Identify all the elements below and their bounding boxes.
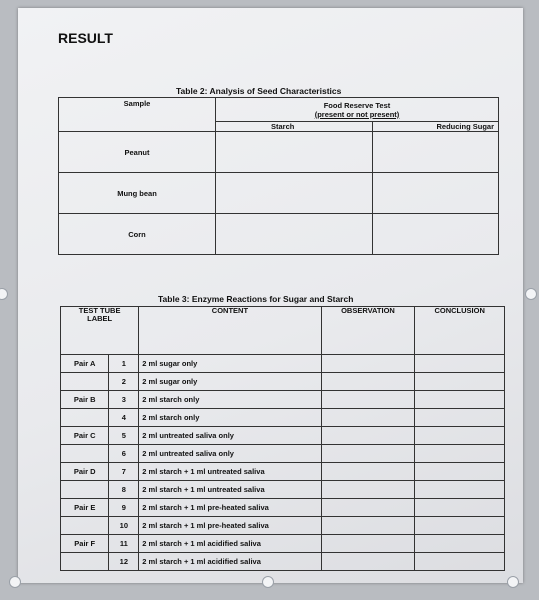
test-tube-label-line1: TEST TUBE (78, 306, 121, 315)
tube-content: 2 ml starch only (139, 391, 321, 409)
conclusion-header: CONCLUSION (415, 307, 505, 355)
conclusion-cell[interactable] (415, 481, 505, 499)
tube-number: 8 (109, 481, 139, 499)
tube-number: 11 (109, 535, 139, 553)
tube-number: 3 (109, 391, 139, 409)
conclusion-cell[interactable] (415, 427, 505, 445)
seed-characteristics-table (58, 97, 499, 255)
resize-handle-left[interactable] (0, 288, 8, 300)
tube-number: 10 (109, 517, 139, 535)
pair-label (61, 481, 109, 499)
test-tube-row (61, 553, 505, 571)
test-tube-row (61, 517, 505, 535)
conclusion-cell[interactable] (415, 463, 505, 481)
resize-handle-bottom-left[interactable] (9, 576, 21, 588)
observation-cell[interactable] (321, 517, 415, 535)
test-tube-row (61, 499, 505, 517)
pair-label (61, 373, 109, 391)
tube-number: 7 (109, 463, 139, 481)
pair-label (61, 409, 109, 427)
test-tube-row (61, 481, 505, 499)
observation-cell[interactable] (321, 373, 415, 391)
tube-number: 12 (109, 553, 139, 571)
observation-cell[interactable] (321, 499, 415, 517)
tube-number: 9 (109, 499, 139, 517)
tube-content: 2 ml starch + 1 ml pre-heated saliva (139, 517, 321, 535)
reducing-sugar-cell[interactable] (373, 173, 499, 214)
test-tube-row (61, 427, 505, 445)
tube-number: 4 (109, 409, 139, 427)
tube-content: 2 ml sugar only (139, 355, 321, 373)
test-tube-row (61, 463, 505, 481)
tube-content: 2 ml untreated saliva only (139, 445, 321, 463)
pair-label: Pair B (61, 391, 109, 409)
test-tube-row (61, 355, 505, 373)
tube-content: 2 ml starch + 1 ml pre-heated saliva (139, 499, 321, 517)
pair-label (61, 445, 109, 463)
tube-number: 6 (109, 445, 139, 463)
sample-name: Mung bean (59, 173, 216, 214)
pair-label (61, 517, 109, 535)
starch-cell[interactable] (216, 173, 373, 214)
observation-header: OBSERVATION (321, 307, 415, 355)
worksheet-page (18, 8, 523, 583)
seed-row (59, 132, 499, 173)
pair-label: Pair C (61, 427, 109, 445)
pair-label: Pair E (61, 499, 109, 517)
sample-name: Corn (59, 214, 216, 255)
observation-cell[interactable] (321, 463, 415, 481)
tube-number: 2 (109, 373, 139, 391)
observation-cell[interactable] (321, 355, 415, 373)
test-tube-label-header (61, 307, 139, 355)
observation-cell[interactable] (321, 535, 415, 553)
conclusion-cell[interactable] (415, 535, 505, 553)
pair-label: Pair A (61, 355, 109, 373)
conclusion-cell[interactable] (415, 517, 505, 535)
test-tube-row (61, 409, 505, 427)
content-header: CONTENT (139, 307, 321, 355)
conclusion-cell[interactable] (415, 355, 505, 373)
tube-number: 1 (109, 355, 139, 373)
tube-content: 2 ml starch + 1 ml acidified saliva (139, 535, 321, 553)
test-tube-row (61, 373, 505, 391)
test-tube-row (61, 391, 505, 409)
result-heading: RESULT (58, 30, 113, 46)
conclusion-cell[interactable] (415, 553, 505, 571)
resize-handle-bottom-right[interactable] (507, 576, 519, 588)
food-reserve-subtitle: (present or not present) (314, 109, 400, 119)
test-tube-row (61, 535, 505, 553)
test-tube-label-line2: LABEL (87, 314, 113, 323)
starch-header: Starch (216, 121, 373, 132)
food-reserve-title: Food Reserve Test (323, 100, 391, 110)
sample-name: Peanut (59, 132, 216, 173)
tube-content: 2 ml sugar only (139, 373, 321, 391)
conclusion-cell[interactable] (415, 391, 505, 409)
food-reserve-header (216, 98, 499, 122)
conclusion-cell[interactable] (415, 499, 505, 517)
resize-handle-right[interactable] (525, 288, 537, 300)
enzyme-reactions-table (60, 306, 505, 571)
tube-content: 2 ml starch only (139, 409, 321, 427)
observation-cell[interactable] (321, 445, 415, 463)
observation-cell[interactable] (321, 427, 415, 445)
tube-number: 5 (109, 427, 139, 445)
reducing-sugar-cell[interactable] (373, 132, 499, 173)
observation-cell[interactable] (321, 409, 415, 427)
resize-handle-bottom[interactable] (262, 576, 274, 588)
observation-cell[interactable] (321, 553, 415, 571)
conclusion-cell[interactable] (415, 409, 505, 427)
reducing-sugar-cell[interactable] (373, 214, 499, 255)
starch-cell[interactable] (216, 132, 373, 173)
reducing-sugar-header: Reducing Sugar (373, 121, 499, 132)
tube-content: 2 ml starch + 1 ml untreated saliva (139, 463, 321, 481)
pair-label: Pair F (61, 535, 109, 553)
tube-content: 2 ml untreated saliva only (139, 427, 321, 445)
tube-content: 2 ml starch + 1 ml acidified saliva (139, 553, 321, 571)
seed-row (59, 173, 499, 214)
table3-caption: Table 3: Enzyme Reactions for Sugar and Starch (158, 294, 354, 304)
conclusion-cell[interactable] (415, 373, 505, 391)
starch-cell[interactable] (216, 214, 373, 255)
observation-cell[interactable] (321, 481, 415, 499)
observation-cell[interactable] (321, 391, 415, 409)
test-tube-row (61, 445, 505, 463)
tube-content: 2 ml starch + 1 ml untreated saliva (139, 481, 321, 499)
conclusion-cell[interactable] (415, 445, 505, 463)
seed-row (59, 214, 499, 255)
pair-label (61, 553, 109, 571)
sample-header: Sample (59, 98, 216, 132)
pair-label: Pair D (61, 463, 109, 481)
table2-caption: Table 2: Analysis of Seed Characteristics (176, 86, 342, 96)
